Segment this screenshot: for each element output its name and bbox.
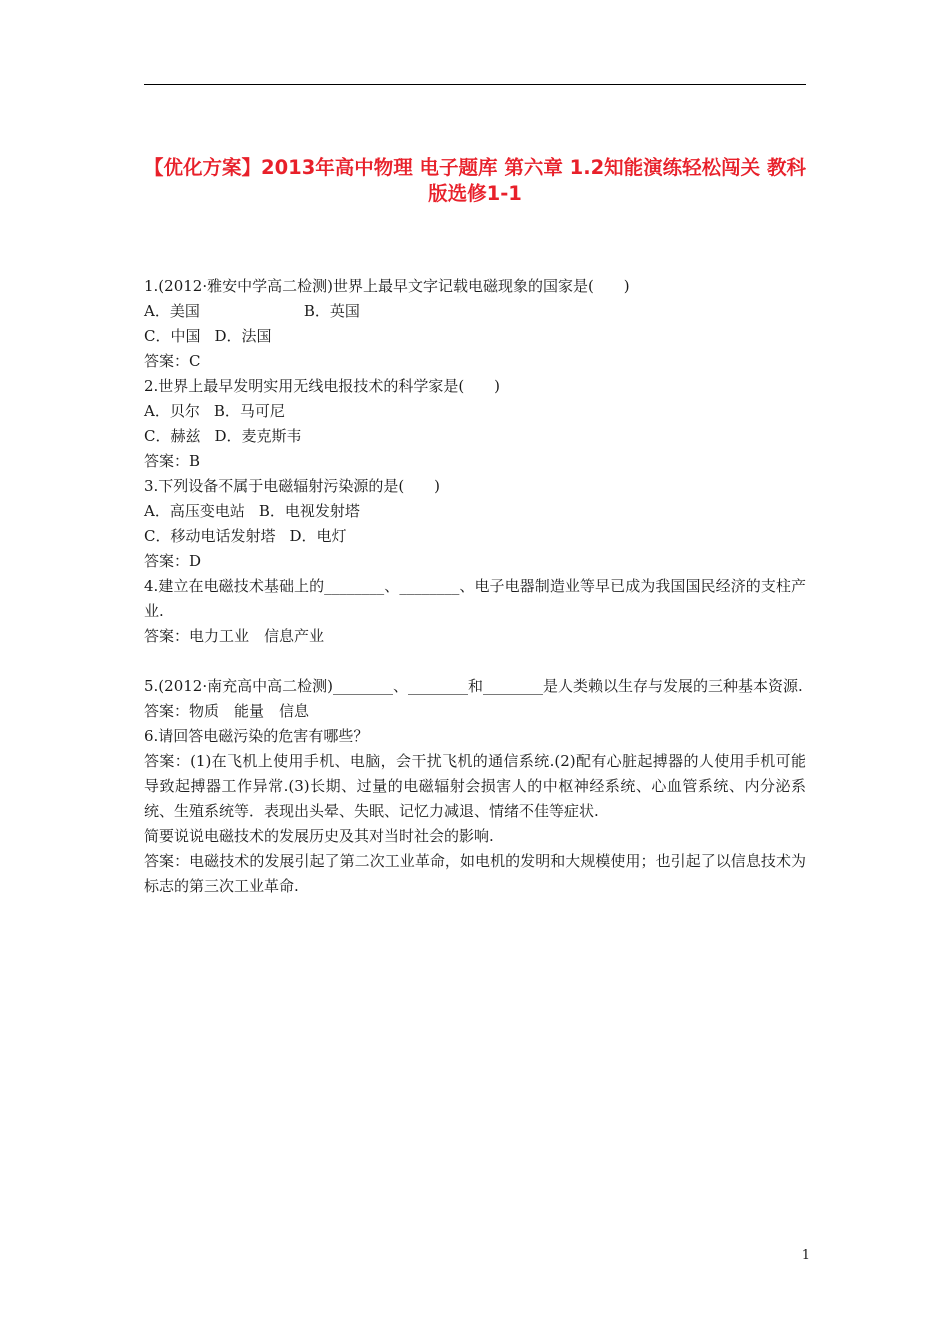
answer-text: 答案：电力工业 信息产业 <box>144 627 325 645</box>
option-c: C．中国 <box>144 327 201 345</box>
option-b: B．英国 <box>303 302 360 320</box>
answer-text: 答案：C <box>144 352 201 370</box>
question-stem: 1.(2012·雅安中学高二检测)世界上最早文字记载电磁现象的国家是( ) <box>144 277 630 295</box>
option-d: D．电灯 <box>289 527 347 545</box>
option-b: B．电视发射塔 <box>258 502 360 520</box>
answer-text: 答案：物质 能量 信息 <box>144 702 310 720</box>
option-d: D．麦克斯韦 <box>214 427 302 445</box>
answer-text: 答案：B <box>144 452 201 470</box>
options-row <box>144 324 806 349</box>
option-d: D．法国 <box>214 327 272 345</box>
question-item <box>144 574 806 649</box>
option-a: A．高压变电站 <box>144 502 245 520</box>
answer-text: 答案：电磁技术的发展引起了第二次工业革命，如电机的发明和大规模使用；也引起了以信息技术为标志的第三次工业革命. <box>144 852 806 895</box>
question-item <box>144 474 806 574</box>
question-item <box>144 274 806 374</box>
answer-text: 答案：D <box>144 552 202 570</box>
question-stem: 6.请回答电磁污染的危害有哪些？ <box>144 727 369 745</box>
options-row <box>144 299 806 324</box>
options-row <box>144 399 806 424</box>
option-c: C．移动电话发射塔 <box>144 527 276 545</box>
option-a: A．贝尔 <box>144 402 200 420</box>
options-row <box>144 499 806 524</box>
option-c: C．赫兹 <box>144 427 201 445</box>
header-rule <box>144 84 806 85</box>
page-number: 1 <box>801 1248 810 1263</box>
question-stem: 3.下列设备不属于电磁辐射污染源的是( ) <box>144 477 441 495</box>
answer-text: 答案：(1)在飞机上使用手机、电脑，会干扰飞机的通信系统.(2)配有心脏起搏器的人使用手机可能导致起搏器工作异常.(3)长期、过量的电磁辐射会损害人的中枢神经系统、心血管系统、内分泌系统、生殖系统等．表现出头晕、失眠、记忆力减退、情绪不佳等症状. <box>144 752 806 820</box>
question-stem: 2.世界上最早发明实用无线电报技术的科学家是( ) <box>144 377 501 395</box>
options-row <box>144 524 806 549</box>
options-row <box>144 424 806 449</box>
option-a: A．美国 <box>144 302 200 320</box>
question-item <box>144 724 806 824</box>
question-stem: 简要说说电磁技术的发展历史及其对当时社会的影响. <box>144 827 494 845</box>
question-stem: 4.建立在电磁技术基础上的________、________、电子电器制造业等早已成为我国国民经济的支柱产业. <box>144 577 806 620</box>
question-item <box>144 674 806 724</box>
blank-line <box>144 649 806 674</box>
question-item <box>144 374 806 474</box>
option-b: B．马可尼 <box>213 402 285 420</box>
question-list <box>144 274 806 899</box>
document-title: 【优化方案】2013年高中物理 电子题库 第六章 1.2知能演练轻松闯关 教科版选修1-1 <box>144 156 806 205</box>
question-stem: 5.(2012·南充高中高二检测)________、________和________是人类赖以生存与发展的三种基本资源. <box>144 677 803 695</box>
question-item <box>144 824 806 899</box>
